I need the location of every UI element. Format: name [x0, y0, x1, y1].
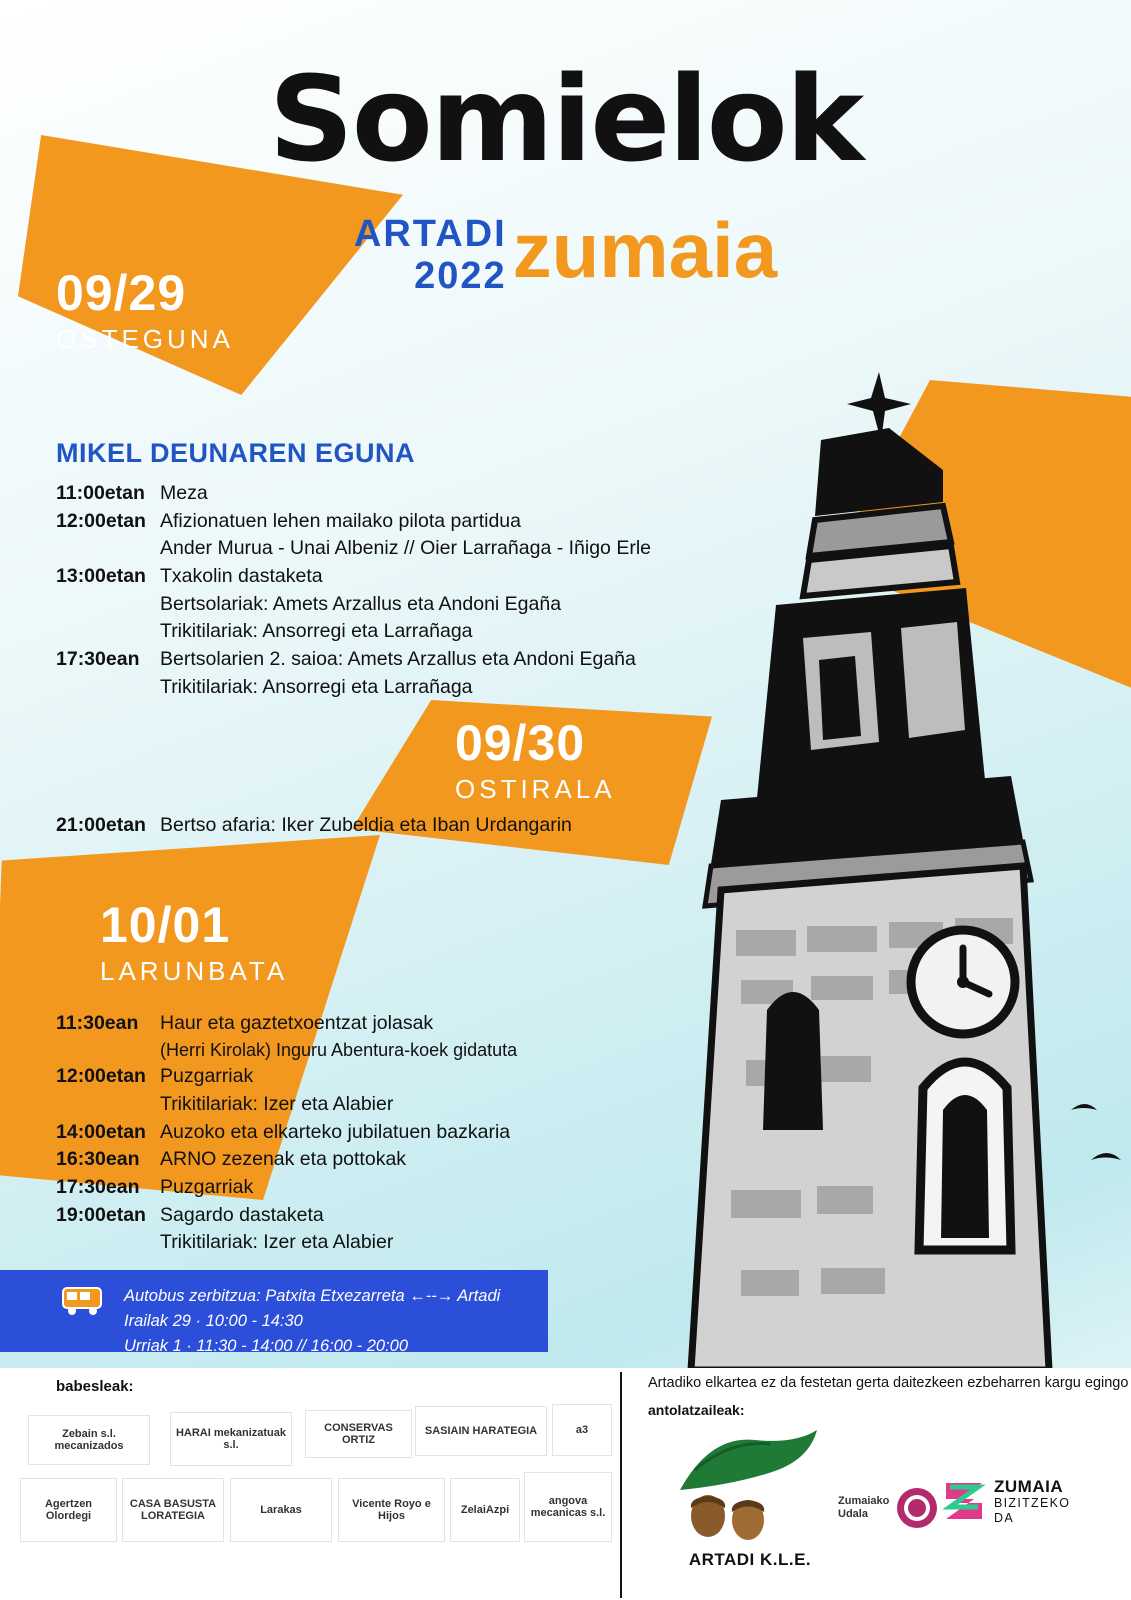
date-number: 10/01: [100, 897, 231, 953]
schedule-time: 17:30ean: [56, 648, 140, 671]
zumaia-bizitzeko-da-logo: [940, 1468, 1095, 1534]
sponsor-logo-angova: [524, 1472, 612, 1542]
schedule-time: 11:00etan: [56, 482, 145, 504]
bus-info-text: [124, 1284, 500, 1358]
subtitle-artadi-line1: ARTADI: [353, 213, 507, 255]
artadi-caption: ARTADI K.L.E.: [688, 1550, 812, 1569]
sponsor-logo-a3: [552, 1404, 612, 1456]
schedule-time: 16:30ean: [56, 1148, 140, 1171]
sponsor-logo-text: HARAI mekanizatuak s.l.: [175, 1426, 287, 1451]
schedule-subtext: Ander Murua - Unai Albeniz // Oier Larrañaga - Iñigo Erle: [160, 537, 651, 560]
acorn-oak-icon: [660, 1420, 840, 1548]
udala-line2: Udala: [838, 1508, 868, 1520]
schedule-subtext: (Herri Kirolak) Inguru Abentura-koek gidatuta: [160, 1039, 518, 1060]
sponsor-logo-text: Agertzen Olordegi: [44, 1497, 93, 1522]
schedule-row: [56, 1202, 736, 1230]
sponsor-logo-text: Vicente Royo e Hijos: [352, 1497, 431, 1522]
schedule-subtext: Trikitilariak: Ansorregi eta Larrañaga: [160, 620, 473, 643]
schedule-row: [56, 1174, 736, 1202]
date-badge-3: [100, 897, 289, 986]
schedule-row: [56, 1063, 736, 1091]
schedule-subtext: Bertsolariak: Amets Arzallus eta Andoni Egaña: [160, 592, 562, 615]
schedule-row: [56, 646, 736, 674]
sponsor-logo-text: a3: [575, 1423, 589, 1436]
sponsor-logo-text: Zebain s.l. mecanizados: [54, 1427, 124, 1452]
sponsor-logo-larakas: [230, 1478, 332, 1542]
date-number: 09/29: [56, 265, 187, 321]
schedule-day-2: [56, 812, 736, 840]
bus-info-strip: [0, 1270, 548, 1355]
date-number: 09/30: [455, 715, 586, 771]
zbd-line3: DA: [994, 1510, 1014, 1525]
schedule-time: 21:00etan: [56, 814, 146, 836]
sponsor-logo-agertzenolordegi: [20, 1478, 117, 1542]
date-weekday: OSTEGUNA: [56, 324, 234, 354]
schedule-time: 14:00etan: [56, 1120, 146, 1143]
bus-line-1: Autobus zerbitzua: Patxita Etxezarreta ←--→ Artadi: [124, 1287, 501, 1305]
schedule-time: 12:00etan: [56, 1065, 146, 1088]
sponsor-logo-vicente-royo: [338, 1478, 445, 1542]
orange-blob-shape: [831, 380, 1131, 700]
udala-crest-icon: [895, 1486, 939, 1530]
page-title: Somielok: [268, 50, 863, 188]
udala-line1: Zumaiako: [838, 1495, 890, 1508]
schedule-text: Haur eta gaztetxoentzat jolasak: [160, 1012, 434, 1034]
schedule-time: 19:00etan: [56, 1203, 146, 1226]
sponsor-logo-text: CONSERVAS ORTIZ: [324, 1421, 393, 1446]
zbd-line1: ZUMAIA: [994, 1476, 1064, 1496]
schedule-subtext: Trikitilariak: Izer eta Alabier: [160, 1231, 394, 1254]
schedule-row: [56, 563, 736, 591]
sponsor-logo-sasiain: [415, 1406, 547, 1456]
schedule-row: [56, 480, 736, 508]
bus-line-2: Irailak 29 · 10:00 - 14:30: [124, 1311, 303, 1330]
schedule-time: 17:30ean: [56, 1175, 140, 1198]
schedule-time: 13:00etan: [56, 565, 146, 588]
sponsor-logo-ortiz: [305, 1410, 412, 1458]
schedule-text: Txakolin dastaketa: [160, 565, 323, 588]
sponsors-label: babesleak:: [56, 1378, 134, 1395]
sponsor-logo-text: CASA BASUSTA LORATEGIA: [129, 1497, 217, 1522]
section-heading-mikel: MIKEL DEUNAREN EGUNA: [56, 438, 416, 468]
sponsor-logo-text: angova mecanicas s.l.: [530, 1494, 606, 1519]
sponsors-divider: [620, 1372, 622, 1598]
date-weekday: LARUNBATA: [100, 956, 289, 986]
date-badge-1: [56, 265, 234, 354]
schedule-text: Puzgarriak: [160, 1065, 254, 1088]
schedule-subtext: Trikitilariak: Ansorregi eta Larrañaga: [160, 675, 473, 698]
schedule-text: Bertso afaria: Iker Zubeldia eta Iban Urdangarin: [160, 814, 572, 836]
schedule-text: ARNO zezenak eta pottokak: [160, 1148, 407, 1171]
sponsor-logo-harai: [170, 1412, 292, 1466]
schedule-row: [56, 508, 736, 536]
schedule-row: [56, 1119, 736, 1147]
disclaimer-text: Artadiko elkartea ez da festetan gerta daitezkeen ezbeharren kargu egingo: [648, 1375, 1129, 1391]
schedule-text: Meza: [160, 482, 208, 504]
schedule-day-3: [56, 1010, 736, 1257]
schedule-day-1: [56, 480, 736, 702]
schedule-time: 12:00etan: [56, 509, 146, 532]
z-mark-icon: [940, 1477, 988, 1525]
schedule-text: Auzoko eta elkarteko jubilatuen bazkaria: [160, 1120, 511, 1143]
schedule-time: 11:30ean: [56, 1012, 139, 1034]
sponsor-logo-casa-basusta: [122, 1478, 224, 1542]
organizers-label: antolatzaileak:: [648, 1402, 745, 1418]
schedule-subtext: Trikitilariak: Izer eta Alabier: [160, 1092, 394, 1115]
bus-icon: [62, 1286, 106, 1316]
schedule-row: [56, 1146, 736, 1174]
date-badge-2: [455, 715, 616, 804]
sponsor-logo-text: Larakas: [260, 1503, 302, 1516]
schedule-row: [56, 812, 736, 840]
sponsor-logo-zebain: [28, 1415, 150, 1465]
subtitle-artadi-year: 2022: [414, 255, 507, 297]
schedule-row: [56, 1010, 736, 1038]
sponsor-logo-text: SASIAIN HARATEGIA: [424, 1424, 538, 1437]
schedule-text: Bertsolarien 2. saioa: Amets Arzallus eta Andoni Egaña: [160, 648, 636, 671]
zbd-line2: BIZITZEKO: [994, 1496, 1071, 1511]
subtitle-artadi: [354, 215, 507, 295]
schedule-text: Sagardo dastaketa: [160, 1203, 324, 1226]
schedule-text: Afizionatuen lehen mailako pilota partidua: [160, 509, 521, 532]
subtitle-zumaia: zumaia: [512, 206, 778, 294]
schedule-text: Puzgarriak: [160, 1175, 254, 1198]
date-weekday: OSTIRALA: [455, 774, 616, 804]
sponsor-logo-zelaiazpi: [450, 1478, 520, 1542]
sponsor-logo-text: ZelaiAzpi: [460, 1503, 510, 1516]
artadi-logo: [660, 1420, 840, 1570]
bus-line-3: Urriak 1 · 11:30 - 14:00 // 16:00 - 20:00: [124, 1336, 409, 1355]
